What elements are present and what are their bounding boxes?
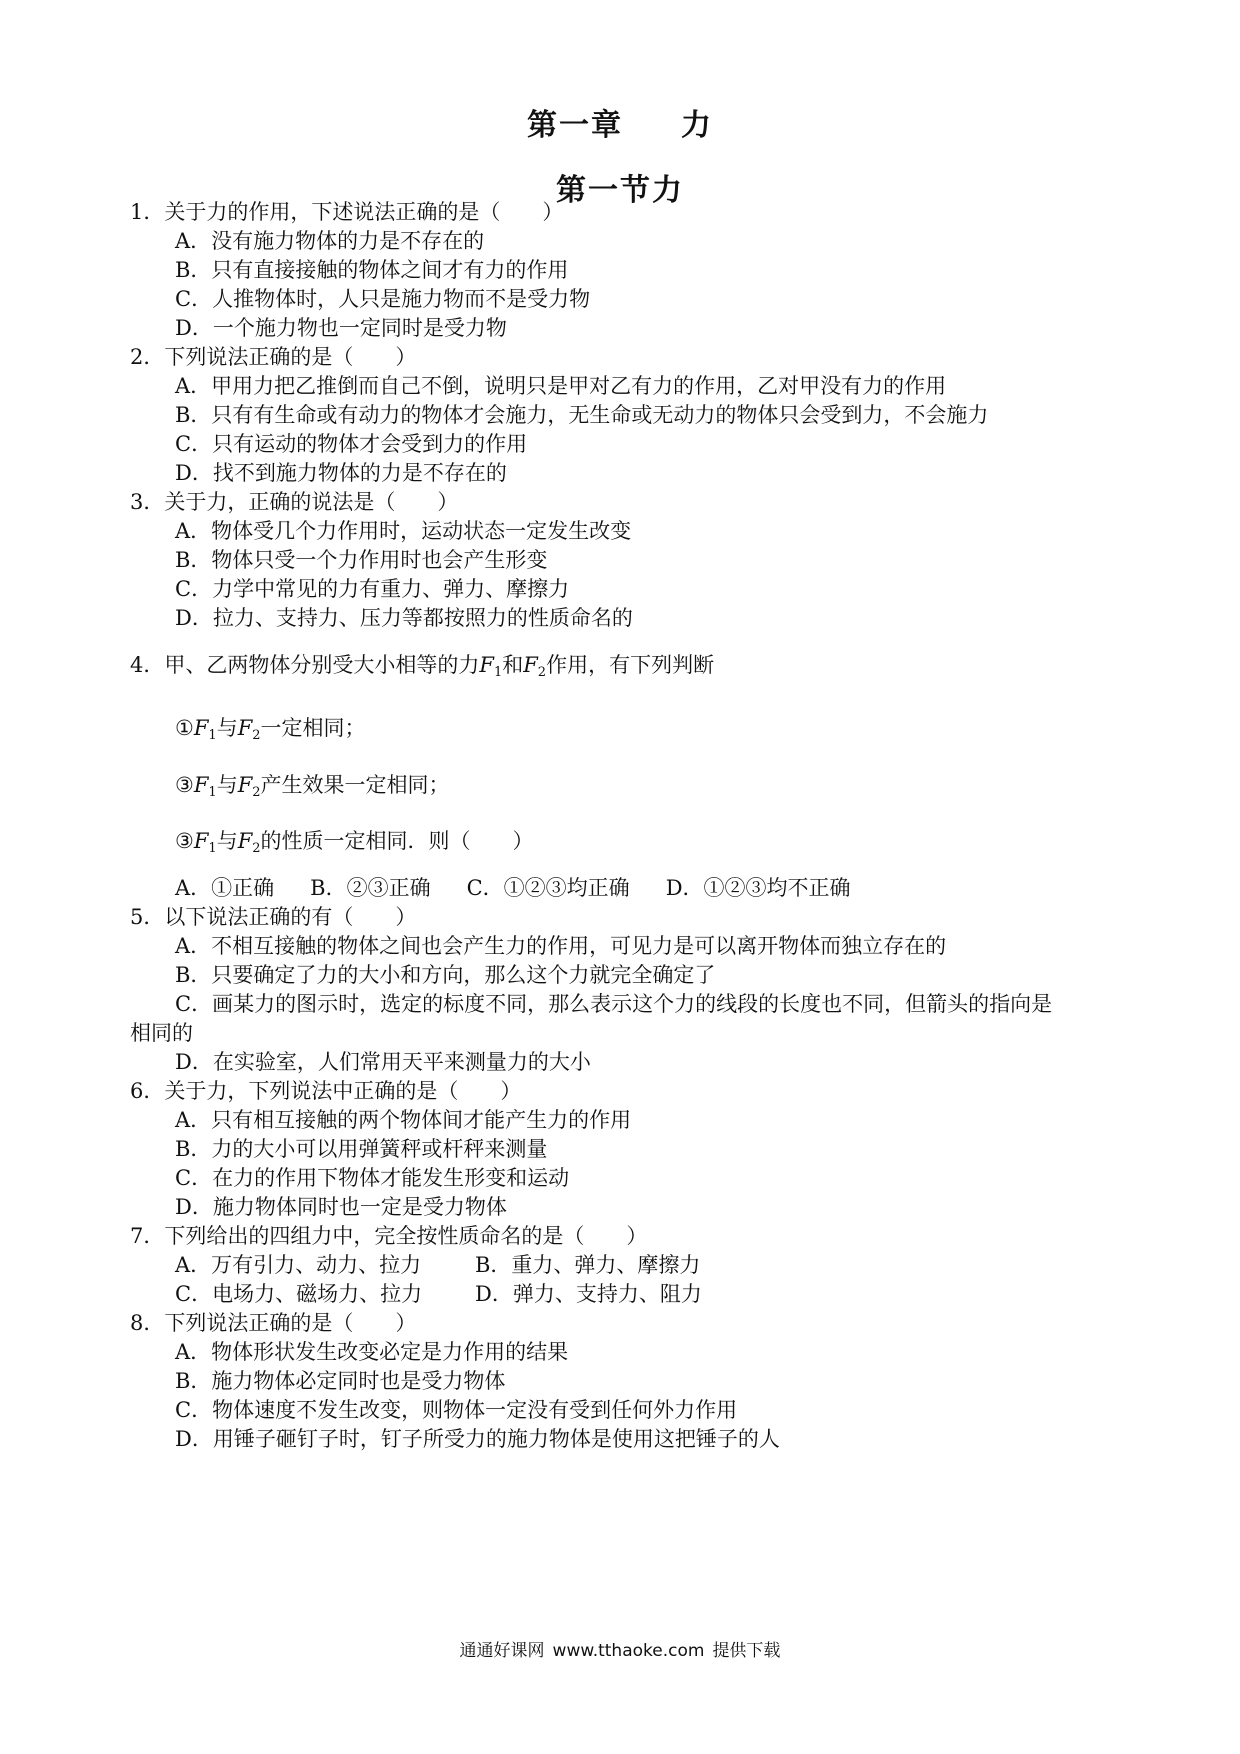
q4-option-c: C．①②③均正确 — [466, 876, 630, 900]
q7-option-a: A．万有引力、动力、拉力 — [175, 1253, 422, 1277]
q4-subscript-1: 1 — [208, 841, 217, 856]
q7-option-d: D．弹力、支持力、阻力 — [475, 1282, 702, 1306]
q4-symbol-f: F — [193, 829, 209, 853]
q8-option-c: C．物体速度不发生改变，则物体一定没有受到任何外力作用 — [175, 1398, 738, 1422]
q6-stem: 6．关于力，下列说法中正确的是（ ） — [130, 1079, 522, 1103]
q2-stem: 2．下列说法正确的是（ ） — [130, 345, 417, 369]
q8-option-b: B．施力物体必定同时也是受力物体 — [175, 1369, 506, 1393]
q4-subscript-2: 2 — [537, 665, 547, 680]
q4-subscript-2: 2 — [252, 728, 261, 743]
q1-option-d: D．一个施力物也一定同时是受力物 — [175, 316, 507, 340]
q4-statement-2 — [175, 771, 450, 807]
q5-option-a: A．不相互接触的物体之间也会产生力的作用，可见力是可以离开物体而独立存在的 — [175, 934, 947, 958]
q4-symbol-f: F — [193, 716, 209, 740]
q4-symbol-f: F — [523, 653, 538, 677]
q4-stem-part3: 作用，有下列判断 — [546, 653, 715, 677]
q5-option-c-continued: 相同的 — [130, 1021, 193, 1045]
q2-option-a: A．甲用力把乙推倒而自己不倒，说明只是甲对乙有力的作用，乙对甲没有力的作用 — [175, 374, 947, 398]
footer-suffix: 提供下载 — [712, 1641, 781, 1661]
q3-option-b: B．物体只受一个力作用时也会产生形变 — [175, 548, 548, 572]
q4-subscript-1: 1 — [493, 665, 503, 680]
q4-statement-1 — [175, 714, 366, 750]
section-title: 第一节力 — [556, 173, 684, 208]
q4-statement-mid: 与 — [216, 716, 238, 740]
q4-statement-end: 产生效果一定相同； — [260, 773, 450, 797]
q8-stem: 8．下列说法正确的是（ ） — [130, 1311, 417, 1335]
q6-option-d: D．施力物体同时也一定是受力物体 — [175, 1195, 507, 1219]
q4-subscript-1: 1 — [208, 728, 217, 743]
q4-statement-mark: ③ — [175, 829, 194, 853]
q4-statement-end: 一定相同； — [260, 716, 366, 740]
q4-statement-end: 的性质一定相同．则（ ） — [260, 829, 534, 853]
q5-option-c: C．画某力的图示时，选定的标度不同，那么表示这个力的线段的长度也不同，但箭头的指向是 — [175, 992, 1053, 1016]
q1-option-c: C．人推物体时，人只是施力物而不是受力物 — [175, 287, 591, 311]
q4-subscript-2: 2 — [252, 841, 261, 856]
q4-stem-part1: 4．甲、乙两物体分别受大小相等的力 — [130, 653, 480, 677]
q6-option-a: A．只有相互接触的两个物体间才能产生力的作用 — [175, 1108, 632, 1132]
q4-symbol-f: F — [237, 716, 253, 740]
q4-stem — [130, 651, 714, 687]
q8-option-d: D．用锤子砸钉子时，钉子所受力的施力物体是使用这把锤子的人 — [175, 1427, 780, 1451]
q4-symbol-f: F — [193, 773, 209, 797]
q3-stem: 3．关于力，正确的说法是（ ） — [130, 490, 459, 514]
q7-stem: 7．下列给出的四组力中，完全按性质命名的是（ ） — [130, 1224, 648, 1248]
q1-option-b: B．只有直接接触的物体之间才有力的作用 — [175, 258, 569, 282]
q3-option-a: A．物体受几个力作用时，运动状态一定发生改变 — [175, 519, 632, 543]
q5-option-b: B．只要确定了力的大小和方向，那么这个力就完全确定了 — [175, 963, 716, 987]
q7-option-b: B．重力、弹力、摩擦力 — [475, 1253, 701, 1277]
chapter-prefix: 第一章 — [527, 108, 623, 143]
q4-symbol-f: F — [237, 773, 253, 797]
q3-option-c: C．力学中常见的力有重力、弹力、摩擦力 — [175, 577, 570, 601]
q4-stem-part2: 和 — [502, 653, 524, 677]
q2-option-b: B．只有有生命或有动力的物体才会施力，无生命或无动力的物体只会受到力，不会施力 — [175, 403, 989, 427]
q4-subscript-1: 1 — [208, 785, 217, 800]
q4-statement-3 — [175, 827, 534, 863]
q8-option-a: A．物体形状发生改变必定是力作用的结果 — [175, 1340, 569, 1364]
q4-option-b: B．②③正确 — [310, 876, 431, 900]
q4-statement-mid: 与 — [216, 773, 238, 797]
q7-option-c: C．电场力、磁场力、拉力 — [175, 1282, 423, 1306]
q4-option-d: D．①②③均不正确 — [665, 876, 851, 900]
q4-statement-mark: ① — [175, 716, 194, 740]
footer-site-name: 通通好课网 — [459, 1641, 545, 1661]
q5-option-d: D．在实验室，人们常用天平来测量力的大小 — [175, 1050, 591, 1074]
q4-symbol-f: F — [237, 829, 253, 853]
q4-options — [175, 874, 851, 902]
q2-option-d: D．找不到施力物体的力是不存在的 — [175, 461, 507, 485]
q5-stem: 5．以下说法正确的有（ ） — [130, 905, 417, 929]
page-footer — [0, 1636, 1240, 1661]
q2-option-c: C．只有运动的物体才会受到力的作用 — [175, 432, 528, 456]
chapter-name: 力 — [681, 108, 713, 143]
q6-option-c: C．在力的作用下物体才能发生形变和运动 — [175, 1166, 570, 1190]
q4-subscript-2: 2 — [252, 785, 261, 800]
q3-option-d: D．拉力、支持力、压力等都按照力的性质命名的 — [175, 606, 633, 630]
q1-option-a: A．没有施力物体的力是不存在的 — [175, 229, 485, 253]
q4-statement-mark: ③ — [175, 773, 194, 797]
chapter-title — [0, 100, 1240, 144]
footer-url[interactable]: www.tthaoke.com — [552, 1641, 705, 1661]
q1-stem: 1．关于力的作用，下述说法正确的是（ ） — [130, 200, 564, 224]
q6-option-b: B．力的大小可以用弹簧秤或杆秤来测量 — [175, 1137, 548, 1161]
q4-statement-mid: 与 — [216, 829, 238, 853]
q4-option-a: A．①正确 — [175, 876, 275, 900]
q4-symbol-f: F — [479, 653, 494, 677]
